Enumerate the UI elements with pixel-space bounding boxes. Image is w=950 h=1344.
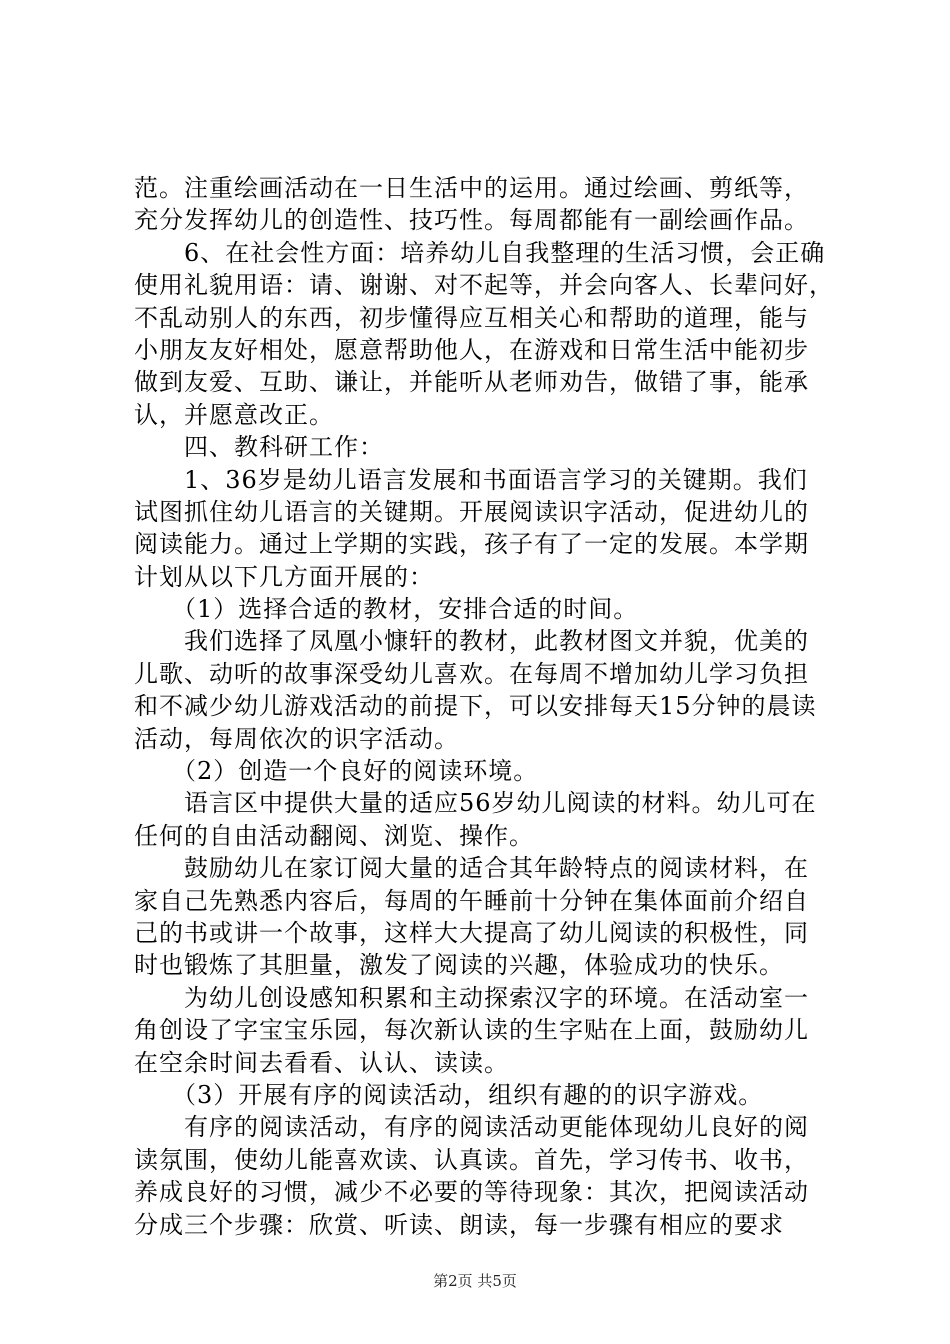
text-line: 使用礼貌用语：请、谢谢、对不起等，并会向客人、长辈问好，	[134, 271, 834, 300]
text-line: （3）开展有序的阅读活动，组织有趣的的识字游戏。	[134, 1080, 764, 1109]
text-line: 己的书或讲一个故事，这样大大提高了幼儿阅读的积极性，同	[134, 918, 809, 947]
text-line: 分成三个步骤：欣赏、听读、朗读，每一步骤有相应的要求	[134, 1210, 784, 1239]
text-line: 活动，每周依次的识字活动。	[134, 724, 459, 753]
text-line: 角创设了字宝宝乐园，每次新认读的生字贴在上面，鼓励幼儿	[134, 1016, 809, 1045]
text-line: 和不减少幼儿游戏活动的前提下，可以安排每天15分钟的晨读	[134, 692, 817, 721]
text-line: 为幼儿创设感知积累和主动探索汉字的环境。在活动室一	[134, 983, 809, 1012]
text-line: 小朋友友好相处，愿意帮助他人，在游戏和日常生活中能初步	[134, 335, 809, 364]
text-line: 阅读能力。通过上学期的实践，孩子有了一定的发展。本学期	[134, 530, 809, 559]
text-line: 任何的自由活动翻阅、浏览、操作。	[134, 821, 534, 850]
text-line: 认，并愿意改正。	[134, 400, 334, 429]
text-line: 家自己先熟悉内容后，每周的午睡前十分钟在集体面前介绍自	[134, 886, 809, 915]
text-line: 6、在社会性方面：培养幼儿自我整理的生活习惯，会正确	[134, 238, 826, 267]
text-line: 有序的阅读活动，有序的阅读活动更能体现幼儿良好的阅	[134, 1113, 809, 1142]
text-line: 试图抓住幼儿语言的关键期。开展阅读识字活动，促进幼儿的	[134, 497, 809, 526]
text-line: （2）创造一个良好的阅读环境。	[134, 757, 539, 786]
text-line: 鼓励幼儿在家订阅大量的适合其年龄特点的阅读材料，在	[134, 854, 809, 883]
text-line: 1、36岁是幼儿语言发展和书面语言学习的关键期。我们	[134, 465, 808, 494]
body-text	[134, 172, 834, 1241]
text-line: 不乱动别人的东西，初步懂得应互相关心和帮助的道理，能与	[134, 303, 809, 332]
text-line: 做到友爱、互助、谦让，并能听从老师劝告，做错了事，能承	[134, 368, 809, 397]
text-line: 养成良好的习惯，减少不必要的等待现象：其次，把阅读活动	[134, 1178, 809, 1207]
text-line: 时也锻炼了其胆量，激发了阅读的兴趣，体验成功的快乐。	[134, 951, 784, 980]
text-line: 计划从以下几方面开展的：	[134, 562, 434, 591]
text-line: 范。注重绘画活动在一日生活中的运用。通过绘画、剪纸等，	[134, 174, 809, 202]
text-line: 我们选择了凤凰小慷轩的教材，此教材图文并貌，优美的	[134, 627, 809, 656]
page-footer: 第2页 共5页	[433, 1272, 517, 1290]
text-line: 四、教科研工作：	[134, 433, 384, 462]
text-line: （1）选择合适的教材，安排合适的时间。	[134, 595, 639, 624]
text-line: 在空余时间去看看、认认、读读。	[134, 1048, 509, 1077]
text-line: 读氛围，使幼儿能喜欢读、认真读。首先，学习传书、收书，	[134, 1145, 809, 1174]
text-line: 儿歌、动听的故事深受幼儿喜欢。在每周不增加幼儿学习负担	[134, 659, 809, 688]
text-line: 语言区中提供大量的适应56岁幼儿阅读的材料。幼儿可在	[134, 789, 817, 818]
text-line: 充分发挥幼儿的创造性、技巧性。每周都能有一副绘画作品。	[134, 206, 809, 235]
